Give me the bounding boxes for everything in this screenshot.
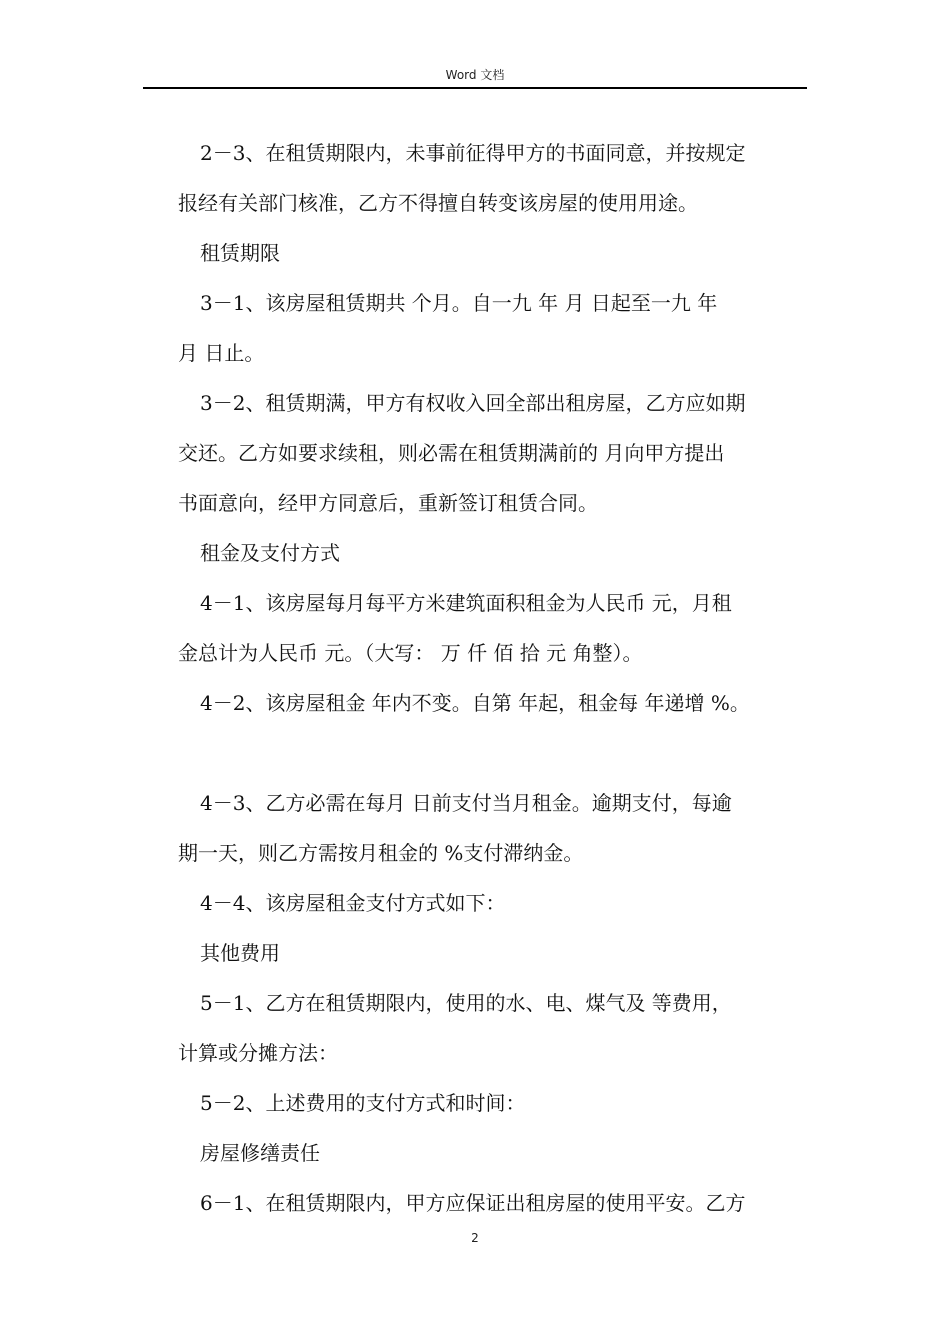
page-number: 2 bbox=[471, 1231, 479, 1245]
text-line: 书面意向，经甲方同意后，重新签订租赁合同。 bbox=[178, 491, 598, 515]
text-line: 6－1、在租赁期限内，甲方应保证出租房屋的使用平安。乙方 bbox=[200, 1191, 746, 1215]
text-line: 月 日止。 bbox=[178, 341, 265, 365]
text-line: 4－3、乙方必需在每月 日前支付当月租金。逾期支付，每逾 bbox=[200, 791, 732, 815]
text-line: 金总计为人民币 元。（大写： 万 仟 佰 拾 元 角整）。 bbox=[178, 641, 643, 665]
text-line: 5－2、上述费用的支付方式和时间： bbox=[200, 1091, 526, 1115]
text-line: 其他费用 bbox=[200, 941, 280, 965]
text-line: 计算或分摊方法： bbox=[178, 1041, 338, 1065]
text-line: 4－1、该房屋每月每平方米建筑面积租金为人民币 元，月租 bbox=[200, 591, 732, 615]
page-footer bbox=[0, 1231, 950, 1245]
text-line: 房屋修缮责任 bbox=[200, 1141, 320, 1165]
text-line: 4－4、该房屋租金支付方式如下： bbox=[200, 891, 506, 915]
header-divider bbox=[143, 87, 807, 89]
text-line: 报经有关部门核准，乙方不得擅自转变该房屋的使用用途。 bbox=[178, 191, 698, 215]
text-line: 3－2、租赁期满，甲方有权收入回全部出租房屋，乙方应如期 bbox=[200, 391, 746, 415]
document-body bbox=[178, 128, 822, 1228]
text-line: 租金及支付方式 bbox=[200, 541, 340, 565]
text-line: 4－2、该房屋租金 年内不变。自第 年起，租金每 年递增 %。 bbox=[200, 691, 750, 715]
text-line: 期一天，则乙方需按月租金的 %支付滞纳金。 bbox=[178, 841, 584, 865]
page-header bbox=[0, 66, 950, 83]
header-title: Word 文档 bbox=[445, 68, 505, 82]
text-line: 3－1、该房屋租赁期共 个月。自一九 年 月 日起至一九 年 bbox=[200, 291, 718, 315]
text-line: 租赁期限 bbox=[200, 241, 280, 265]
text-line: 交还。乙方如要求续租，则必需在租赁期满前的 月向甲方提出 bbox=[178, 441, 725, 465]
text-line: 2－3、在租赁期限内，未事前征得甲方的书面同意，并按规定 bbox=[200, 141, 746, 165]
blank-line bbox=[178, 728, 822, 778]
text-line: 5－1、乙方在租赁期限内，使用的水、电、煤气及 等费用， bbox=[200, 991, 732, 1015]
